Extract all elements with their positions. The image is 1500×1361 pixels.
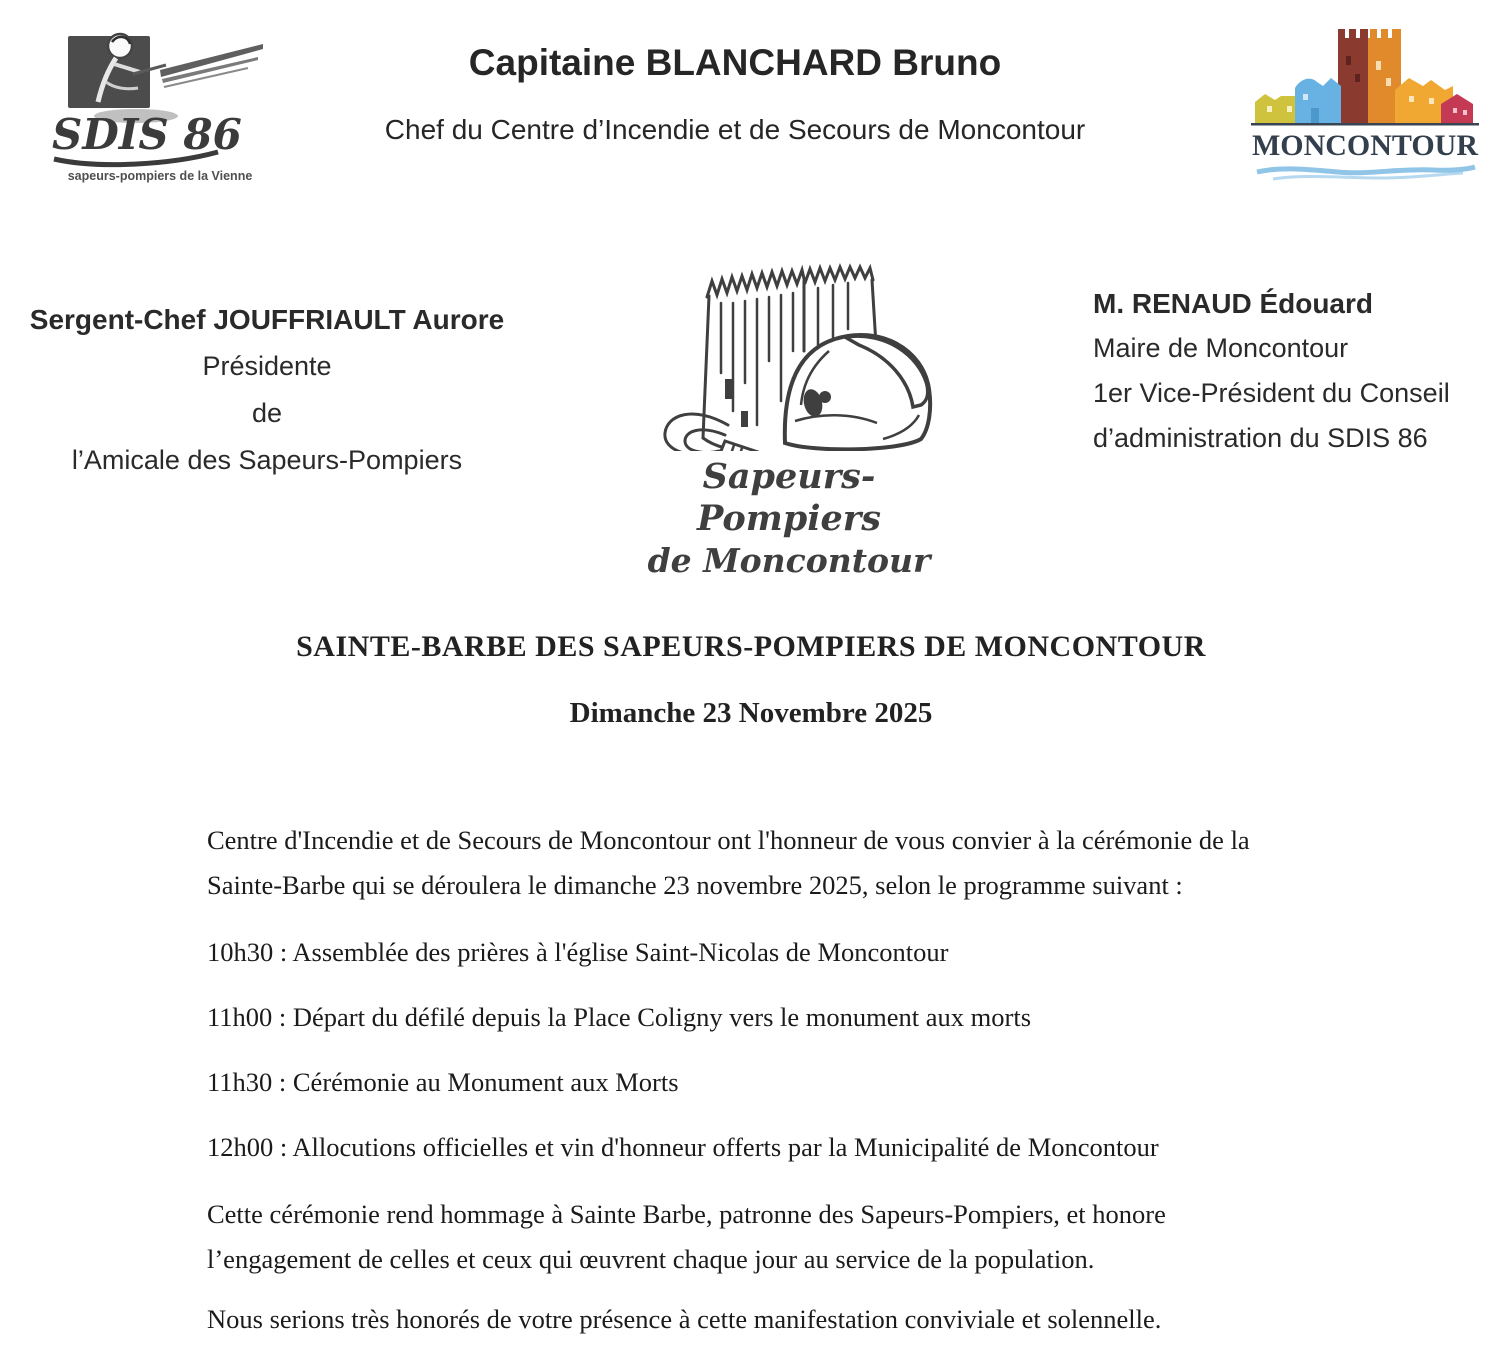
schedule-item: 12h00 : Allocutions officielles et vin d'honneur offerts par la Municipalité de Moncontour bbox=[207, 1132, 1159, 1162]
tribute-line: Cette cérémonie rend hommage à Sainte Barbe, patronne des Sapeurs-Pompiers, et honore bbox=[207, 1199, 1166, 1229]
right-signatory-role: Maire de Moncontour bbox=[1093, 333, 1349, 363]
firefighter-helmet-tower-icon bbox=[633, 233, 945, 451]
closing-line: Nous serions très honorés de votre présence à cette manifestation conviviale et solennelle. bbox=[207, 1304, 1162, 1334]
sdis86-logo bbox=[48, 30, 268, 185]
sdis86-firefighter-icon bbox=[48, 30, 268, 185]
intro-line: Centre d'Incendie et de Secours de Moncontour ont l'honneur de vous convier à la cérémonie de la bbox=[207, 825, 1250, 855]
emblem-line1: Sapeurs-Pompiers bbox=[697, 456, 881, 539]
document-title: SAINTE-BARBE DES SAPEURS-POMPIERS DE MONCONTOUR bbox=[296, 630, 1206, 663]
moncontour-skyline-icon bbox=[1243, 16, 1488, 194]
moncontour-town-logo bbox=[1243, 16, 1488, 194]
left-signatory-role: Présidente bbox=[202, 351, 332, 381]
right-signatory-role: 1er Vice-Président du Conseil bbox=[1093, 378, 1450, 408]
right-signatory-name: M. RENAUD Édouard bbox=[1093, 288, 1373, 319]
left-signatory-role: l’Amicale des Sapeurs-Pompiers bbox=[71, 445, 463, 475]
left-signatory-name: Sergent-Chef JOUFFRIAULT Aurore bbox=[29, 304, 505, 335]
schedule-item: 11h30 : Cérémonie au Monument aux Morts bbox=[207, 1067, 679, 1097]
left-signatory-role: de bbox=[251, 398, 283, 428]
schedule-item: 10h30 : Assemblée des prières à l'église Saint-Nicolas de Moncontour bbox=[207, 937, 949, 967]
sdis86-tagline: sapeurs-pompiers de la Vienne bbox=[67, 169, 253, 183]
officer-title: Chef du Centre d’Incendie et de Secours de Moncontour bbox=[384, 114, 1086, 145]
right-signatory-role: d’administration du SDIS 86 bbox=[1093, 423, 1428, 453]
header-block bbox=[330, 42, 1140, 146]
document-date: Dimanche 23 Novembre 2025 bbox=[569, 697, 933, 729]
right-signatory-block bbox=[1093, 281, 1493, 461]
letter-body bbox=[207, 818, 1407, 1342]
amicale-emblem bbox=[633, 233, 945, 582]
sdis86-wordmark: SDIS 86 bbox=[52, 110, 242, 159]
intro-line: Sainte-Barbe qui se déroulera le dimanche 23 novembre 2025, selon le programme suivant : bbox=[207, 870, 1183, 900]
officer-name: Capitaine BLANCHARD Bruno bbox=[468, 42, 1002, 83]
tribute-line: l’engagement de celles et ceux qui œuvrent chaque jour au service de la population. bbox=[207, 1244, 1095, 1274]
emblem-line2: de Moncontour bbox=[647, 541, 931, 580]
left-signatory-block bbox=[12, 296, 522, 484]
moncontour-wordmark: MONCONTOUR bbox=[1252, 129, 1479, 162]
schedule-item: 11h00 : Départ du défilé depuis la Place Coligny vers le monument aux morts bbox=[207, 1002, 1032, 1032]
